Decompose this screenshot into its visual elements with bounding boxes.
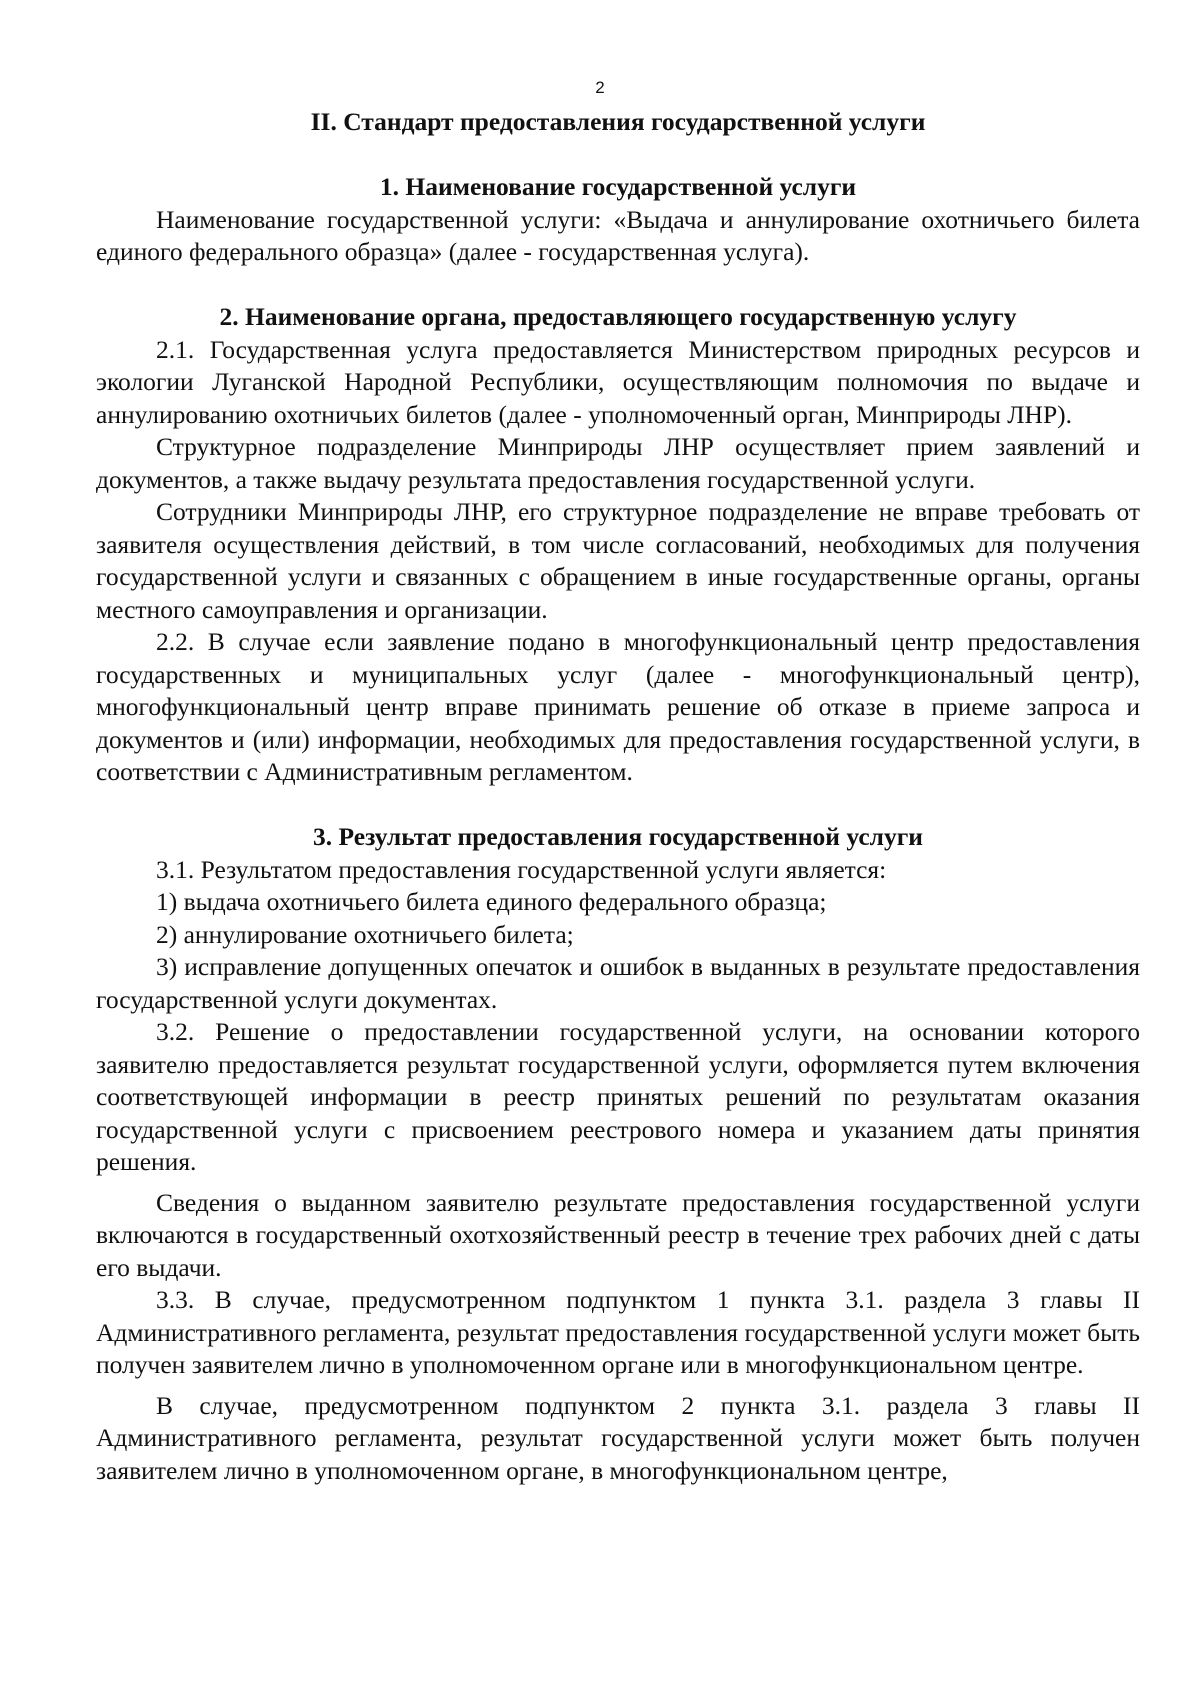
paragraph: В случае, предусмотренном подпунктом 2 пункта 3.1. раздела 3 главы II Административного регламента, результат государственной услуги может быть получен заявителем лично в уполномоченном органе, в многофункциональном центре, [96, 1390, 1140, 1485]
paragraph: Структурное подразделение Минприроды ЛНР осуществляет прием заявлений и документов, а также выдачу результата предоставления государственной услуги. [96, 432, 1140, 494]
paragraph: Наименование государственной услуги: «Выдача и аннулирование охотничьего билета единого федерального образца» (далее - государственная услуга). [96, 204, 1140, 266]
spacer [96, 269, 1140, 302]
paragraph: 3.2. Решение о предоставлении государственной услуги, на основании которого заявителю предоставляется результат государственной услуги, оформляется путем включения соответствующей информации в реестр принятых решений по результатам оказания государственной услуги с присвоением реестрового номера и указанием даты принятия решения. [96, 1017, 1140, 1176]
paragraph: 2.2. В случае если заявление подано в многофункциональный центр предоставления государственных и муниципальных услуг (далее - многофункциональный центр), многофункциональный центр вправе принимать решение об отказе в приеме запроса и документов и (или) информации, необходимых для предоставления государственной услуги, в соответствии с Административным регламентом. [96, 627, 1140, 786]
document-body [96, 106, 1140, 1487]
paragraph: 2.1. Государственная услуга предоставляется Министерством природных ресурсов и экологии Луганской Народной Республики, осуществляющим полномочия по выдаче и аннулированию охотничьих билетов (далее - уполномоченный орган, Минприроды ЛНР). [96, 334, 1140, 429]
spacer [96, 139, 1140, 172]
spacer [96, 1179, 1140, 1187]
spacer [96, 789, 1140, 822]
list-item: 3) исправление допущенных опечаток и ошибок в выданных в результате предоставления государственной услуги документах. [96, 952, 1140, 1014]
paragraph: Сотрудники Минприроды ЛНР, его структурное подразделение не вправе требовать от заявителя осуществления действий, в том числе согласований, необходимых для получения государственной услуги и связанных с обращением в иные государственные органы, органы местного самоуправления и организации. [96, 497, 1140, 624]
paragraph: 3.3. В случае, предусмотренном подпунктом 1 пункта 3.1. раздела 3 главы II Административного регламента, результат предоставления государственной услуги может быть получен заявителем лично в уполномоченном органе или в многофункциональном центре. [96, 1285, 1140, 1379]
heading-authority-name: 2. Наименование органа, предоставляющего государственную услугу [219, 302, 1017, 331]
paragraph: Сведения о выданном заявителю результате предоставления государственной услуги включаются в государственный охотхозяйственный реестр в течение трех рабочих дней с даты его выдачи. [96, 1187, 1140, 1282]
heading-service-name: 1. Наименование государственной услуги [379, 172, 857, 201]
list-item: 1) выдача охотничьего билета единого федерального образца; [156, 887, 827, 916]
page-number: 2 [595, 78, 605, 97]
section-title: II. Стандарт предоставления государственной услуги [310, 107, 926, 136]
list-item: 2) аннулирование охотничьего билета; [156, 919, 574, 949]
heading-service-result: 3. Результат предоставления государственной услуги [313, 822, 923, 851]
paragraph: 3.1. Результатом предоставления государственной услуги является: [156, 854, 887, 884]
spacer [96, 1382, 1140, 1390]
